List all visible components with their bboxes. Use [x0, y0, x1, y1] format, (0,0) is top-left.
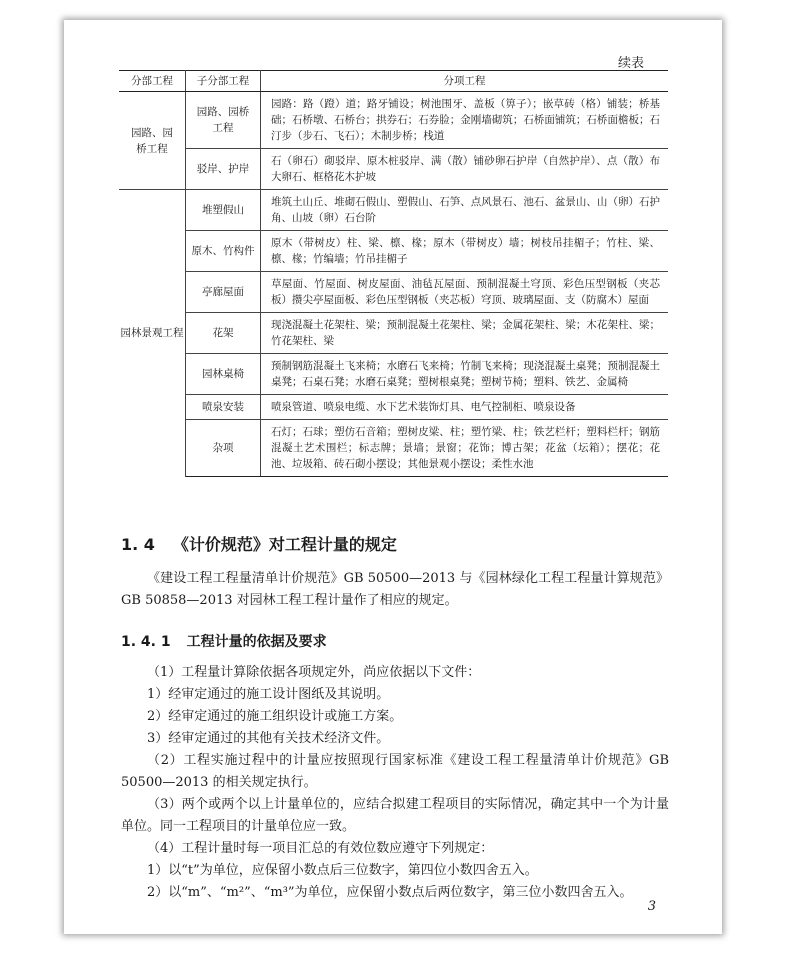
table-row — [119, 272, 668, 313]
subdivision-label: 园路、园桥工程 — [196, 106, 250, 134]
items-cell: 现浇混凝土花架柱、梁；预制混凝土花架柱、梁；金属花架柱、梁；木花架柱、梁；竹花架柱、梁 — [261, 313, 669, 354]
subsection-heading — [121, 631, 327, 651]
paragraph: 3）经审定通过的其他有关技术经济文件。 — [147, 731, 390, 746]
items-cell: 石（卵石）砌驳岸、原木桩驳岸、满（散）铺砂卵石护岸（自然护岸）、点（散）布大卵石、框格花木护坡 — [261, 149, 669, 190]
section-number: 1. 4 — [121, 535, 155, 554]
table-row — [119, 231, 668, 272]
subdivision-cell: 喷泉安装 — [186, 395, 261, 420]
items-cell: 堆筑土山丘、堆砌石假山、塑假山、石笋、点风景石、池石、盆景山、山（卵）石护角、山坡（卵）石台阶 — [261, 190, 669, 231]
paragraph: （1）工程量计算除依据各项规定外，尚应依据以下文件： — [147, 665, 481, 680]
subdivision-cell: 杂项 — [186, 420, 261, 477]
table-row — [119, 395, 668, 420]
paragraph: （2）工程实施过程中的计量应按照现行国家标准《建设工程工程量清单计价规范》GB 50500—2013 的相关规定执行。 — [121, 753, 669, 790]
subdivision-cell: 亭廊屋面 — [186, 272, 261, 313]
table-row — [119, 92, 668, 149]
paragraph: （4）工程计量时每一项目汇总的有效位数应遵守下列规定： — [147, 841, 494, 856]
paragraph: 1）以“t”为单位，应保留小数点后三位数字，第四位小数四舍五入。 — [147, 863, 538, 878]
section-title: 《计价规范》对工程计量的规定 — [172, 535, 397, 554]
division-label: 园路、园桥工程 — [131, 126, 173, 155]
section-intro: 《建设工程工程量清单计价规范》GB 50500—2013 与《园林绿化工程工程量计算规范》GB 50858—2013 对园林工程工程计量作了相应的规定。 — [121, 571, 669, 608]
table-row — [119, 149, 668, 190]
header-division: 分部工程 — [119, 71, 186, 92]
paragraph: 2）以“m”、“m²”、“m³”为单位，应保留小数点后两位数字，第三位小数四舍五入。 — [147, 885, 633, 900]
table-header-row — [119, 71, 668, 92]
header-items: 分项工程 — [261, 71, 669, 92]
paragraph: 1）经审定通过的施工设计图纸及其说明。 — [147, 687, 390, 702]
page-number: 3 — [647, 899, 656, 914]
continued-label: 续表 — [617, 56, 644, 71]
book-page — [64, 20, 722, 934]
paragraph: （3）两个或两个以上计量单位的，应结合拟建工程项目的实际情况，确定其中一个为计量单位。同一工程项目的计量单位应一致。 — [121, 797, 669, 834]
table-row — [119, 420, 668, 477]
table-row — [119, 354, 668, 395]
items-cell: 园路：路（蹬）道；路牙铺设；树池围牙、盖板（箅子）；嵌草砖（格）铺装；桥基础；石桥墩、石桥台；拱券石；石券脸；金刚墙砌筑；石桥面铺筑；石桥面檐板；石汀步（步石、飞石）；木制步桥；栈道 — [261, 92, 669, 149]
table-row — [119, 190, 668, 231]
subdivision-cell: 园林桌椅 — [186, 354, 261, 395]
items-cell: 原木（带树皮）柱、梁、檩、椽；原木（带树皮）墙；树枝吊挂楣子；竹柱、梁、檩、椽；竹编墙；竹吊挂楣子 — [261, 231, 669, 272]
division-cell: 园林景观工程 — [119, 190, 186, 477]
subsection-title: 工程计量的依据及要求 — [186, 634, 327, 650]
division-cell — [119, 92, 186, 190]
items-cell: 预制钢筋混凝土飞来椅；水磨石飞来椅；竹制飞来椅；现浇混凝土桌凳；预制混凝土桌凳；石桌石凳；水磨石桌凳；塑树根桌凳；塑树节椅；塑料、铁艺、金属椅 — [261, 354, 669, 395]
subdivision-cell: 原木、竹构件 — [186, 231, 261, 272]
subdivision-cell: 花架 — [186, 313, 261, 354]
header-subdivision: 子分部工程 — [186, 71, 261, 92]
items-cell: 草屋面、竹屋面、树皮屋面、油毡瓦屋面、预制混凝土穹顶、彩色压型钢板（夹芯板）攒尖亭屋面板、彩色压型钢板（夹芯板）穹顶、玻璃屋面、支（防腐木）屋面 — [261, 272, 669, 313]
paragraph: 2）经审定通过的施工组织设计或施工方案。 — [147, 709, 403, 724]
section-heading — [121, 532, 397, 555]
subdivision-cell — [186, 92, 261, 149]
items-cell: 石灯；石球；塑仿石音箱；塑树皮梁、柱；塑竹梁、柱；铁艺栏杆；塑料栏杆；钢筋混凝土艺术围栏；标志牌；景墙；景窗；花饰；博古架；花盆（坛箱）；摆花；花池、垃圾箱、砖石砌小摆设；其他景观小摆设；柔性水池 — [261, 420, 669, 477]
table-row — [119, 313, 668, 354]
subsection-number: 1. 4. 1 — [121, 634, 171, 650]
items-cell: 喷泉管道、喷泉电缆、水下艺术装饰灯具、电气控制柜、喷泉设备 — [261, 395, 669, 420]
subdivision-cell: 驳岸、护岸 — [186, 149, 261, 190]
subdivision-cell: 堆塑假山 — [186, 190, 261, 231]
engineering-table — [119, 70, 668, 477]
